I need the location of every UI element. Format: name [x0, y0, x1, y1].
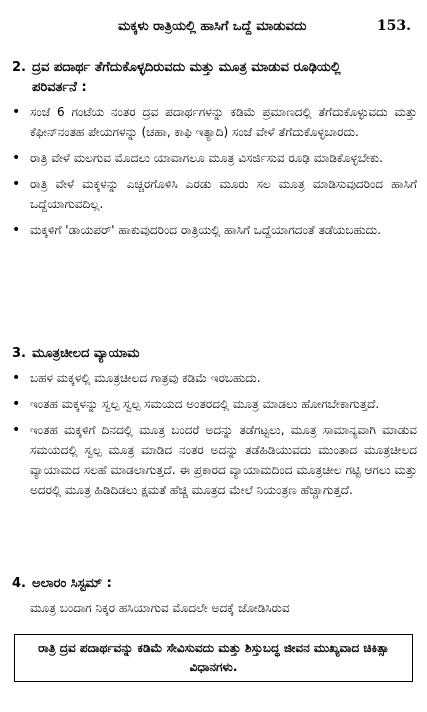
- summary-text: ರಾತ್ರಿ ದ್ರವ ಪದಾರ್ಥವನ್ನು ಕಡಿಮೆ ಸೇವಿಸುವದು ಮತ್ತು ಶಿಸ್ತುಬದ್ಧ ಜೀವನ ಮುಖ್ಯವಾದ ಚಿಕಿತ್ಸಾ ವಿಧಾನಗಳು.: [38, 641, 389, 674]
- section-4-paragraph: ಮೂತ್ರ ಬಂದಾಗ ನಿಕ್ಕರ ಹಸಿಯಾಗುವ ಮೊದಲೇ ಅದಕ್ಕೆ ಜೋಡಿಸಿರುವ: [30, 601, 290, 615]
- bullet-text: ರಾತ್ರಿ ವೇಳೆ ಮಲಗುವ ಮೊದಲು ಯಾವಾಗಲೂ ಮೂತ್ರ ವಿಸರ್ಜಿಸುವ ರೂಢಿ ಮಾಡಿಕೊಳ್ಳಬೇಕು.: [30, 151, 383, 165]
- bullet-text: ಬಹಳ ಮಕ್ಕಳಲ್ಲಿ ಮೂತ್ರಚೀಲದ ಗಾತ್ರವು ಕಡಿಮೆ ಇರಬಹುದು.: [30, 371, 261, 385]
- section-2-number: 2.: [12, 60, 26, 75]
- section-3-bullet-list: [12, 368, 417, 500]
- section-2: [12, 58, 417, 246]
- bullet-icon: •: [12, 370, 21, 386]
- running-header: [118, 18, 411, 34]
- section-2-title-continued: ಪರಿವರ್ತನೆ :: [32, 80, 87, 95]
- bullet-icon: •: [12, 396, 21, 412]
- bullet-text: ಮಕ್ಕಳಿಗೆ 'ಡಾಯಪರ್' ಹಾಕುವುದರಿಂದ ರಾತ್ರಿಯಲ್ಲಿ ಹಾಸಿಗೆ ಒದ್ದೆಯಾಗದಂತೆ ತಡೆಯಬಹುದು.: [30, 223, 382, 237]
- list-item: [12, 394, 417, 414]
- section-2-title: ದ್ರವ ಪದಾರ್ಥ ತೆಗೆದುಕೊಳ್ಳದಿರುವದು ಮತ್ತು ಮೂತ್ರ ಮಾಡುವ ರೂಢಿಯಲ್ಲಿ: [32, 60, 341, 75]
- page-number: 153.: [376, 18, 411, 34]
- bullet-icon: •: [12, 104, 21, 120]
- bullet-icon: •: [12, 150, 21, 166]
- section-3-number: 3.: [12, 346, 26, 361]
- section-2-bullet-list: [12, 102, 417, 240]
- section-3: [12, 344, 417, 506]
- running-title: ಮಕ್ಕಳು ರಾತ್ರಿಯಲ್ಲಿ ಹಾಸಿಗೆ ಒದ್ದೆ ಮಾಡುವದು: [118, 19, 307, 34]
- bullet-icon: •: [12, 176, 21, 192]
- bullet-icon: •: [12, 422, 21, 438]
- list-item: [12, 220, 417, 240]
- list-item: [12, 368, 417, 388]
- section-4-title: ಅಲಾರಂ ಸಿಸ್ಟಮ್ :: [32, 576, 112, 591]
- list-item: [12, 148, 417, 168]
- bullet-text: ರಾತ್ರಿ ವೇಳೆ ಮಕ್ಕಳನ್ನು ಎಚ್ಚರಗೊಳಿಸಿ ಎರಡು ಮೂರು ಸಲ ಮೂತ್ರ ಮಾಡಿಸುವುದರಿಂದ ಹಾಸಿಗೆ ಒದ್ದೆಯಾಗುವದಿಲ್ಲ.: [30, 177, 417, 211]
- section-4: [12, 574, 417, 618]
- bullet-text: ಇಂತಹ ಮಕ್ಕಳನ್ನು ಸ್ವಲ್ಪ ಸ್ವಲ್ಪ ಸಮಯದ ಅಂತರದಲ್ಲಿ ಮೂತ್ರ ಮಾಡಲು ಹೋಗಬೇಕಾಗುತ್ತದೆ.: [30, 397, 380, 411]
- section-4-heading: [12, 574, 417, 594]
- bullet-text: ಸಂಜೆ 6 ಗಂಟೆಯ ನಂತರ ದ್ರವ ಪದಾರ್ಥಗಳನ್ನು ಕಡಿಮೆ ಪ್ರಮಾಣದಲ್ಲಿ ತೆಗೆದುಕೊಳ್ಳುವದು ಮತ್ತು ಕೆಫೀನ್‌ನಂತಹ ಪೇಯಗಳನ್ನು (ಚಹಾ, ಕಾಫಿ ಇತ್ಯಾದಿ) ಸಂಜೆ ವೇಳೆ ತೆಗೆದುಕೊಳ್ಳಬಾರದು.: [30, 105, 417, 139]
- section-3-title: ಮೂತ್ರಚೀಲದ ವ್ಯಾಯಾಮ: [32, 346, 140, 361]
- bullet-text: ಇಂತಹ ಮಕ್ಕಳಿಗೆ ದಿನದಲ್ಲಿ ಮೂತ್ರ ಬಂದರೆ ಅದನ್ನು ತಡೆಗಟ್ಟಲು, ಮೂತ್ರ ಸಾಮಾನ್ಯವಾಗಿ ಮಾಡುವ ಸಮಯದಲ್ಲಿ ಸ್ವಲ್ಪ ಮೂತ್ರ ಮಾಡಿದ ನಂತರ ಅದನ್ನು ತಡೆಹಿಡಿಯುವದು ಮುಂತಾದ ಮೂತ್ರಚೀಲದ ವ್ಯಾಯಾಮದ ಸಲಹೆ ಮಾಡಲಾಗುತ್ತದೆ. ಈ ಪ್ರಕಾರದ ವ್ಯಾಯಾಮದಿಂದ ಮೂತ್ರಚೀಲ ಗಟ್ಟಿ ಆಗಲು ಮತ್ತು ಅದರಲ್ಲಿ ಮೂತ್ರ ಹಿಡಿದಿಡಲು ಕ್ಷಮತೆ ಹೆಚ್ಚಿ ಮೂತ್ರದ ಮೇಲೆ ನಿಯಂತ್ರಣ ಹೆಚ್ಚಾಗುತ್ತದೆ.: [30, 423, 417, 497]
- summary-box: [14, 634, 413, 682]
- section-2-heading: [12, 58, 417, 78]
- section-4-number: 4.: [12, 576, 26, 591]
- list-item: [12, 174, 417, 214]
- section-3-heading: [12, 344, 417, 364]
- list-item: [12, 102, 417, 142]
- bullet-icon: •: [12, 222, 21, 238]
- list-item: [12, 420, 417, 500]
